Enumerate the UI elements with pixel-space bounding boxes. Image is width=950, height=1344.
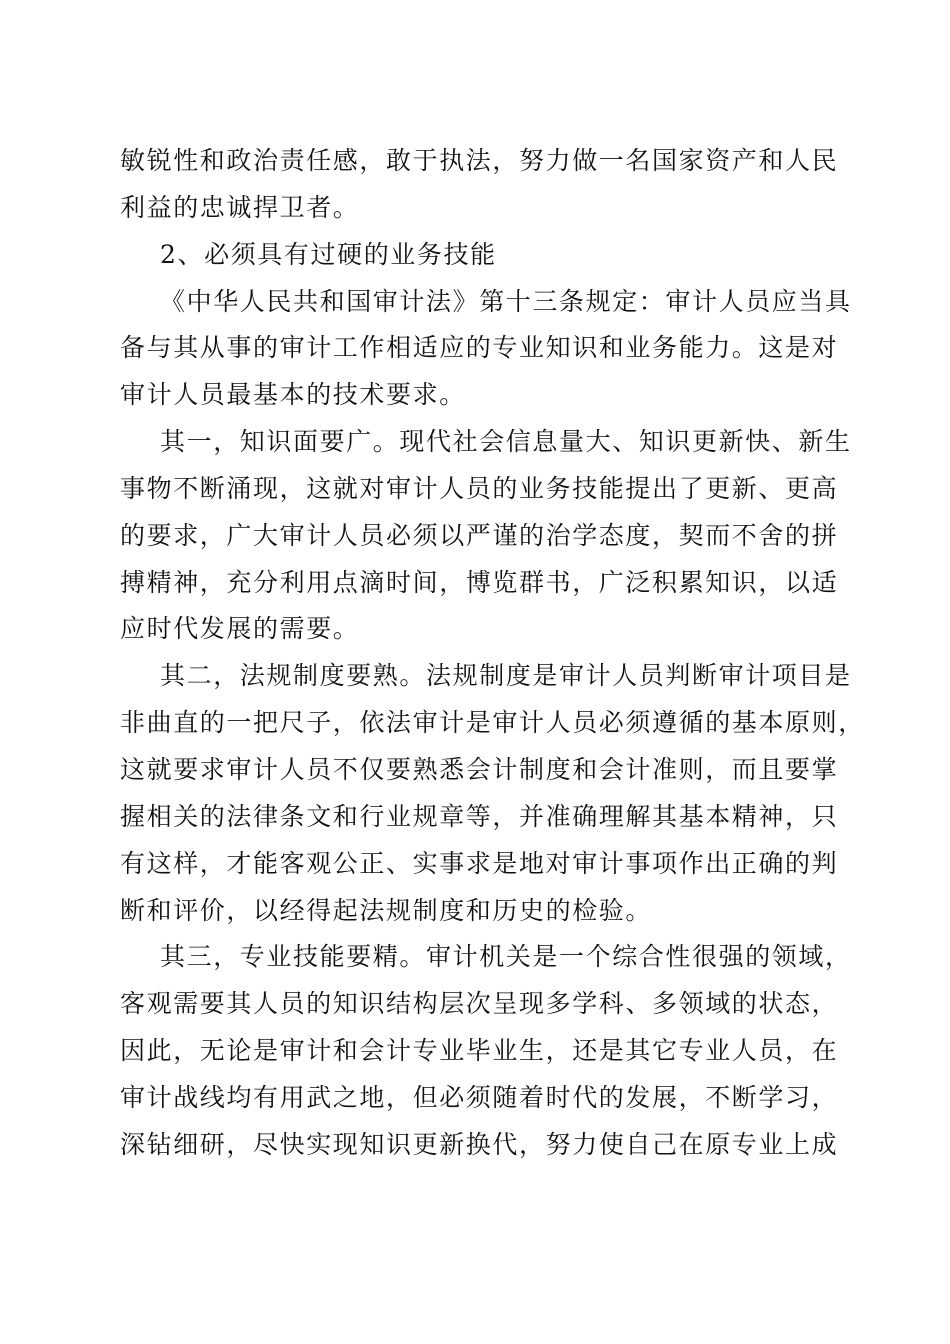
text-line: 备与其从事的审计工作相适应的专业知识和业务能力。这是对 <box>120 333 839 363</box>
text-line: 应时代发展的需要。 <box>120 614 360 644</box>
text-line: 这就要求审计人员不仅要熟悉会计制度和会计准则，而且要掌 <box>120 754 839 784</box>
text-line: 利益的忠诚捍卫者。 <box>120 192 360 222</box>
text-line: 非曲直的一把尺子，依法审计是审计人员必须遵循的基本原则， <box>120 708 865 738</box>
paragraph-start: 其三，专业技能要精。审计机关是一个综合性很强的领域， <box>160 942 852 972</box>
section-heading: 2、必须具有过硬的业务技能 <box>160 239 497 269</box>
text-line: 敏锐性和政治责任感，敢于执法，努力做一名国家资产和人民 <box>120 146 839 175</box>
paragraph-start: 《中华人民共和国审计法》第十三条规定：审计人员应当具 <box>160 286 852 316</box>
text-line: 审计人员最基本的技术要求。 <box>120 380 466 410</box>
text-line: 审计战线均有用武之地，但必须随着时代的发展，不断学习， <box>120 1082 839 1112</box>
paragraph-start: 其二，法规制度要熟。法规制度是审计人员判断审计项目是 <box>160 661 852 691</box>
paragraph-start: 其一，知识面要广。现代社会信息量大、知识更新快、新生 <box>160 427 852 457</box>
body-text <box>120 138 865 1169</box>
text-line: 的要求，广大审计人员必须以严谨的治学态度，契而不舍的拼 <box>120 520 839 550</box>
text-line: 事物不断涌现，这就对审计人员的业务技能提出了更新、更高 <box>120 473 839 503</box>
text-line: 客观需要其人员的知识结构层次呈现多学科、多领域的状态， <box>120 989 839 1019</box>
text-line: 深钻细研，尽快实现知识更新换代，努力使自己在原专业上成 <box>120 1129 839 1159</box>
text-line: 握相关的法律条文和行业规章等，并准确理解其基本精神，只 <box>120 801 839 831</box>
text-line: 因此，无论是审计和会计专业毕业生，还是其它专业人员，在 <box>120 1036 839 1066</box>
text-line: 有这样，才能客观公正、实事求是地对审计事项作出正确的判 <box>120 848 839 878</box>
text-line: 搏精神，充分利用点滴时间，博览群书，广泛积累知识，以适 <box>120 567 839 597</box>
text-line: 断和评价，以经得起法规制度和历史的检验。 <box>120 895 653 925</box>
